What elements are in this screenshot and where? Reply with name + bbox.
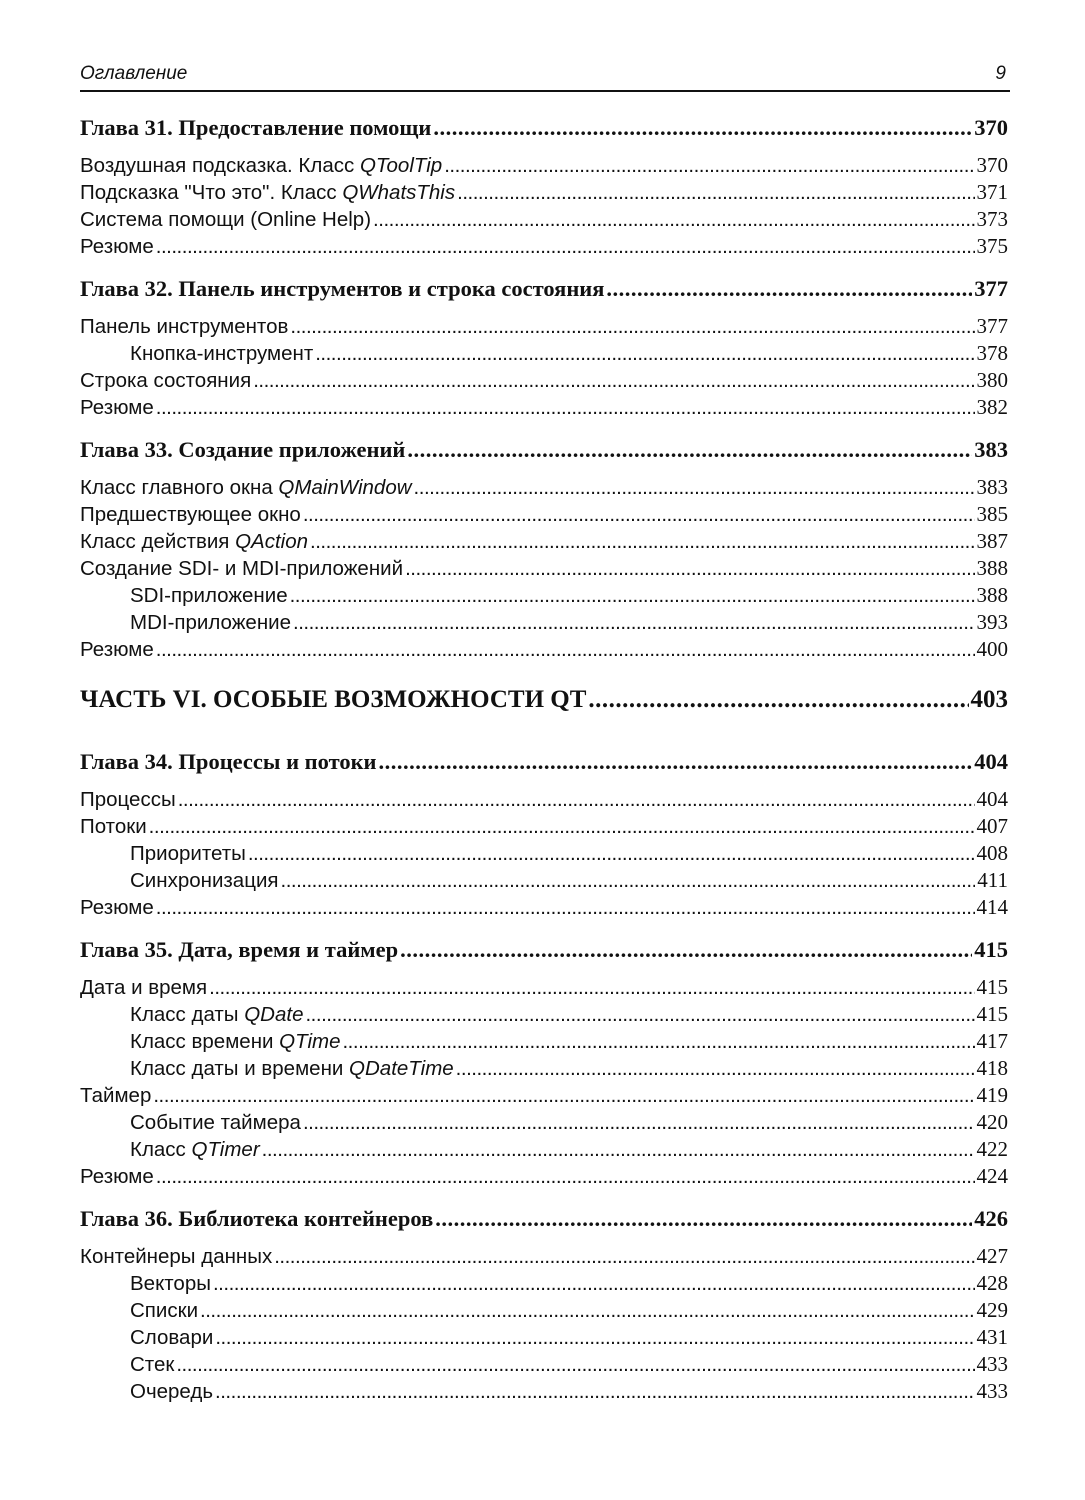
toc-entry-title	[80, 437, 405, 463]
toc-page-number: 422	[976, 1137, 1008, 1161]
toc-entry-title	[80, 315, 288, 339]
toc-page-number: 383	[976, 475, 1008, 499]
toc-entry-title	[80, 1326, 213, 1350]
toc-entry-text: SDI-приложение	[130, 584, 288, 607]
dot-leader	[588, 686, 968, 714]
toc-entry-text: Резюме	[80, 1165, 154, 1188]
toc-entry[interactable]	[80, 1379, 1008, 1406]
spacer	[80, 422, 1008, 437]
toc-entry-title	[80, 1111, 301, 1135]
toc-entry-text: Резюме	[80, 638, 154, 661]
dot-leader	[156, 235, 975, 259]
toc-entry-title	[80, 1138, 260, 1162]
spacer	[80, 664, 1008, 686]
toc-page-number: 385	[976, 502, 1008, 526]
toc-entry[interactable]	[80, 1110, 1008, 1137]
toc-entry-text: Подсказка "Что это". Класс	[80, 181, 343, 204]
toc-entry-title	[80, 503, 301, 527]
toc-entry[interactable]	[80, 556, 1008, 583]
toc-chapter[interactable]	[80, 1206, 1008, 1237]
toc-entry[interactable]	[80, 153, 1008, 180]
toc-entry-title	[80, 584, 288, 608]
toc-entry-title	[80, 1245, 272, 1269]
toc-entry-text: Система помощи (Online Help)	[80, 208, 372, 231]
toc-chapter[interactable]	[80, 437, 1008, 468]
toc-entry[interactable]	[80, 395, 1008, 422]
toc-page-number: 411	[977, 868, 1008, 892]
toc-part[interactable]	[80, 686, 1008, 720]
toc-entry[interactable]	[80, 583, 1008, 610]
toc-entry-title	[80, 1206, 433, 1232]
toc-entry[interactable]	[80, 314, 1008, 341]
toc-entry-text: Панель инструментов	[80, 315, 289, 338]
toc-entry-class-name: QToolTip	[359, 154, 443, 177]
toc-page-number: 415	[976, 975, 1008, 999]
toc-entry[interactable]	[80, 975, 1008, 1002]
toc-entry-title	[80, 1299, 198, 1323]
toc-entry[interactable]	[80, 1298, 1008, 1325]
toc-entry-text: Глава 33. Создание приложений	[80, 437, 406, 462]
toc-entry[interactable]	[80, 787, 1008, 814]
toc-entry-title	[80, 181, 455, 205]
dot-leader	[293, 611, 974, 635]
toc-entry-text: Контейнеры данных	[80, 1245, 273, 1268]
toc-entry-text: Таймер	[80, 1084, 152, 1107]
running-head-title: Оглавление	[80, 63, 188, 84]
toc-entry-title	[80, 1353, 174, 1377]
toc-page-number: 375	[976, 234, 1008, 258]
toc-page-number: 400	[976, 637, 1008, 661]
toc-entry[interactable]	[80, 868, 1008, 895]
toc-page-number: 370	[976, 153, 1008, 177]
toc-entry[interactable]	[80, 1029, 1008, 1056]
toc-entry[interactable]	[80, 529, 1008, 556]
dot-leader	[310, 530, 974, 554]
toc-entry-title	[80, 154, 442, 178]
toc-entry-text: Списки	[130, 1299, 199, 1322]
toc-entry[interactable]	[80, 502, 1008, 529]
toc-entry-title	[80, 1057, 454, 1081]
toc-entry-title	[80, 896, 154, 920]
dot-leader	[178, 788, 975, 812]
toc-entry[interactable]	[80, 368, 1008, 395]
toc-entry-text: Глава 31. Предоставление помощи	[80, 115, 432, 140]
dot-leader	[248, 842, 975, 866]
toc-page-number: 428	[976, 1271, 1008, 1295]
toc-entry[interactable]	[80, 1137, 1008, 1164]
toc-entry-class-name: QTime	[279, 1030, 341, 1053]
toc-entry-title	[80, 208, 371, 232]
spacer	[80, 261, 1008, 276]
toc-entry-text: Глава 36. Библиотека контейнеров	[80, 1206, 434, 1231]
dot-leader	[176, 1353, 974, 1377]
dot-leader	[290, 315, 974, 339]
toc-entry-text: Синхронизация	[130, 869, 279, 892]
toc-page-number: 404	[974, 749, 1008, 774]
dot-leader	[215, 1380, 974, 1404]
toc-entry-title	[80, 115, 431, 141]
toc-page-number: 424	[976, 1164, 1008, 1188]
dot-leader	[606, 276, 972, 302]
toc-entry-title	[80, 842, 246, 866]
dot-leader	[303, 1111, 975, 1135]
dot-leader	[156, 896, 975, 920]
dot-leader	[456, 1057, 975, 1081]
dot-leader	[373, 208, 974, 232]
toc-page-number: 418	[976, 1056, 1008, 1080]
toc-entry-text: Стек	[130, 1353, 175, 1376]
toc-entry-title	[80, 396, 154, 420]
dot-leader	[156, 638, 975, 662]
toc-page-number: 378	[976, 341, 1008, 365]
toc-entry-text: Предшествующее окно	[80, 503, 301, 526]
toc-page-number: 415	[976, 1002, 1008, 1026]
dot-leader	[215, 1326, 974, 1350]
toc-entry-title	[80, 815, 147, 839]
toc-page-number: 414	[976, 895, 1008, 919]
toc-entry-title	[80, 976, 207, 1000]
toc-entry[interactable]	[80, 1083, 1008, 1110]
dot-leader	[407, 437, 972, 463]
page-header	[80, 58, 1010, 92]
dot-leader	[200, 1299, 974, 1323]
toc-page-number: 377	[976, 314, 1008, 338]
dot-leader	[435, 1206, 972, 1232]
toc-entry-title	[80, 611, 291, 635]
toc-entry[interactable]	[80, 1352, 1008, 1379]
toc-entry-title	[80, 235, 154, 259]
toc-entry-text: Векторы	[130, 1272, 211, 1295]
toc-entry-text: Резюме	[80, 235, 154, 258]
toc-page-number: 393	[976, 610, 1008, 634]
spacer	[80, 734, 1008, 749]
dot-leader	[433, 115, 972, 141]
toc-page-number: 420	[976, 1110, 1008, 1134]
toc-page-number: 433	[976, 1352, 1008, 1376]
toc-entry-text: Глава 35. Дата, время и таймер	[80, 937, 399, 962]
dot-leader	[156, 396, 975, 420]
toc-page-number: 403	[970, 686, 1008, 713]
toc-entry-text: ЧАСТЬ VI. ОСОБЫЕ ВОЗМОЖНОСТИ QT	[80, 686, 587, 713]
toc-entry-title	[80, 530, 308, 554]
toc-entry[interactable]	[80, 207, 1008, 234]
toc-entry[interactable]	[80, 637, 1008, 664]
toc-entry-title	[80, 638, 154, 662]
toc-page-number: 382	[976, 395, 1008, 419]
toc-entry[interactable]	[80, 1244, 1008, 1271]
toc-page-number: 429	[976, 1298, 1008, 1322]
toc-page-number: 407	[976, 814, 1008, 838]
toc-entry-text: Дата и время	[80, 976, 208, 999]
toc-entry-text: Глава 34. Процессы и потоки	[80, 749, 377, 774]
dot-leader	[153, 1084, 974, 1108]
running-head-page-number: 9	[995, 63, 1006, 84]
toc-entry[interactable]	[80, 814, 1008, 841]
dot-leader	[274, 1245, 974, 1269]
toc-entry-text: Кнопка-инструмент	[130, 342, 314, 365]
toc-entry-class-name: QTimer	[191, 1138, 260, 1161]
dot-leader	[262, 1138, 975, 1162]
spacer	[80, 1191, 1008, 1206]
toc-page-number: 408	[976, 841, 1008, 865]
toc-entry-title	[80, 369, 251, 393]
toc-entry-title	[80, 686, 586, 714]
toc-page-number: 426	[974, 1206, 1008, 1231]
dot-leader	[281, 869, 976, 893]
toc-page-number: 417	[976, 1029, 1008, 1053]
toc-entry-title	[80, 1084, 151, 1108]
toc-entry-class-name: QWhatsThis	[342, 181, 456, 204]
toc-entry-text: Приоритеты	[130, 842, 246, 865]
dot-leader	[213, 1272, 975, 1296]
spacer	[80, 922, 1008, 937]
toc-chapter[interactable]	[80, 276, 1008, 307]
dot-leader	[303, 503, 975, 527]
toc-entry-text: Словари	[130, 1326, 214, 1349]
toc-entry-text: Класс времени	[130, 1030, 280, 1053]
toc-entry-text: Класс главного окна	[80, 476, 279, 499]
toc-entry-title	[80, 869, 279, 893]
toc-entry-text: Строка состояния	[80, 369, 252, 392]
toc-page-number: 387	[976, 529, 1008, 553]
dot-leader	[149, 815, 975, 839]
toc-entry-title	[80, 1003, 303, 1027]
toc-entry-text: Потоки	[80, 815, 147, 838]
dot-leader	[405, 557, 974, 581]
toc-entry-title	[80, 937, 398, 963]
toc-page-number: 383	[974, 437, 1008, 462]
toc-entry[interactable]	[80, 841, 1008, 868]
toc-page-number: 433	[976, 1379, 1008, 1403]
dot-leader	[253, 369, 974, 393]
toc-entry-title	[80, 342, 313, 366]
toc-entry-text: Очередь	[130, 1380, 214, 1403]
dot-leader	[156, 1165, 975, 1189]
toc-entry-class-name: QAction	[235, 530, 309, 553]
toc-chapter[interactable]	[80, 749, 1008, 780]
toc-page-number: 380	[976, 368, 1008, 392]
toc-page-number: 404	[976, 787, 1008, 811]
toc-entry-class-name: QMainWindow	[278, 476, 412, 499]
toc-entry-text: MDI-приложение	[130, 611, 292, 634]
toc-entry-text: Событие таймера	[130, 1111, 301, 1134]
toc-entry-text: Класс	[130, 1138, 192, 1161]
toc-entry-title	[80, 1272, 211, 1296]
toc-entry[interactable]	[80, 475, 1008, 502]
toc-entry[interactable]	[80, 1002, 1008, 1029]
toc-page-number: 370	[974, 115, 1008, 140]
dot-leader	[342, 1030, 974, 1054]
toc-entry-class-name: QDateTime	[349, 1057, 454, 1080]
dot-leader	[290, 584, 975, 608]
toc-entry-title	[80, 1030, 340, 1054]
toc-entry-title	[80, 749, 377, 775]
dot-leader	[209, 976, 974, 1000]
dot-leader	[400, 937, 972, 963]
toc-page-number: 431	[976, 1325, 1008, 1349]
toc-entry[interactable]	[80, 895, 1008, 922]
toc-entry-title	[80, 1380, 213, 1404]
toc-entry-title	[80, 788, 176, 812]
toc-entry-text: Процессы	[80, 788, 176, 811]
toc-entry[interactable]	[80, 1325, 1008, 1352]
toc-page-number: 388	[976, 556, 1008, 580]
table-of-contents	[80, 115, 1008, 1406]
toc-entry[interactable]	[80, 180, 1008, 207]
toc-entry[interactable]	[80, 1056, 1008, 1083]
toc-chapter[interactable]	[80, 115, 1008, 146]
toc-entry-text: Класс даты и времени	[130, 1057, 350, 1080]
toc-page-number: 415	[974, 937, 1008, 962]
toc-entry[interactable]	[80, 234, 1008, 261]
toc-page-number: 373	[976, 207, 1008, 231]
dot-leader	[379, 749, 973, 775]
toc-entry-text: Воздушная подсказка. Класс	[80, 154, 360, 177]
toc-page-number: 388	[976, 583, 1008, 607]
toc-entry[interactable]	[80, 1271, 1008, 1298]
toc-entry[interactable]	[80, 341, 1008, 368]
toc-entry-title	[80, 476, 412, 500]
dot-leader	[305, 1003, 974, 1027]
toc-page-number: 371	[976, 180, 1008, 204]
toc-entry-class-name: QDate	[244, 1003, 304, 1026]
toc-entry-text: Глава 32. Панель инструментов и строка состояния	[80, 276, 605, 301]
toc-entry-title	[80, 276, 604, 302]
toc-page-number: 427	[976, 1244, 1008, 1268]
dot-leader	[457, 181, 974, 205]
toc-entry-text: Резюме	[80, 396, 154, 419]
toc-entry[interactable]	[80, 1164, 1008, 1191]
toc-entry-text: Класс действия	[80, 530, 236, 553]
toc-entry-text: Резюме	[80, 896, 154, 919]
dot-leader	[414, 476, 975, 500]
toc-entry-text: Создание SDI- и MDI-приложений	[80, 557, 404, 580]
toc-entry[interactable]	[80, 610, 1008, 637]
toc-entry-title	[80, 1165, 154, 1189]
toc-page-number: 377	[974, 276, 1008, 301]
toc-entry-title	[80, 557, 403, 581]
toc-chapter[interactable]	[80, 937, 1008, 968]
dot-leader	[444, 154, 974, 178]
dot-leader	[315, 342, 974, 366]
toc-page-number: 419	[976, 1083, 1008, 1107]
toc-entry-text: Класс даты	[130, 1003, 245, 1026]
